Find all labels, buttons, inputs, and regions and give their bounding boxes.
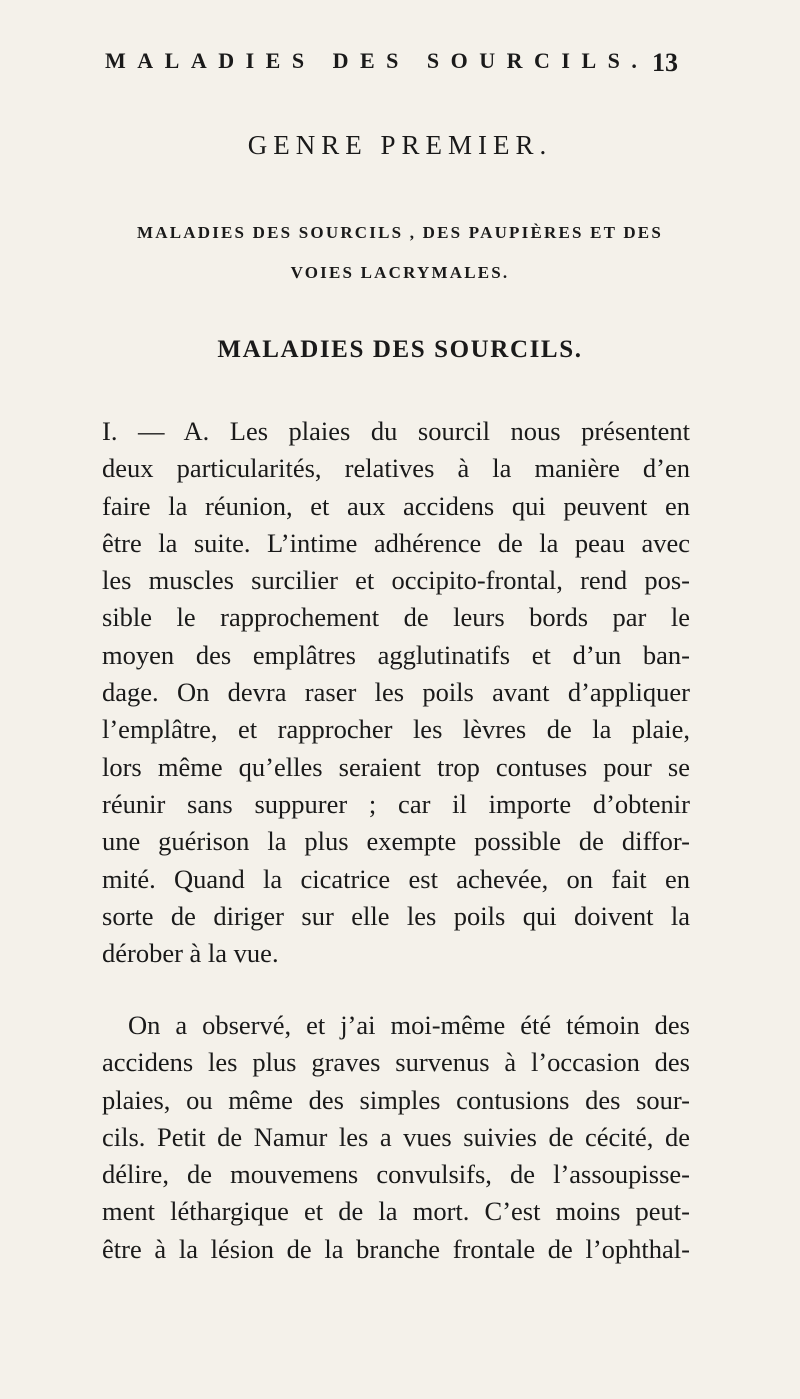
text-line: dérober à la vue. (102, 938, 279, 969)
page-number: 13 (652, 48, 678, 77)
text-line: deux particularités, relatives à la manière d’en (102, 453, 690, 484)
subheading-line-2: VOIES LACRYMALES. (290, 263, 510, 282)
paragraph-2 (102, 1007, 690, 1268)
running-head (0, 48, 800, 88)
text-line: On a observé, et j’ai moi-même été témoin des (128, 1010, 690, 1040)
text-line: les muscles surcilier et occipito-frontal, rend pos- (102, 565, 690, 596)
text-line: dage. On devra raser les poils avant d’appliquer (102, 677, 690, 708)
text-line: sorte de diriger sur elle les poils qui doivent la (102, 900, 690, 931)
text-line: accidens les plus graves survenus à l’occasion des (102, 1047, 690, 1078)
text-line: I. — A. Les plaies du sourcil nous présentent (102, 416, 690, 446)
text-line: être la suite. L’intime adhérence de la peau avec (102, 527, 690, 558)
section-title: MALADIES DES SOURCILS. (217, 336, 583, 363)
text-line: plaies, ou même des simples contusions des sour- (102, 1084, 690, 1115)
subheading-line-1: MALADIES DES SOURCILS , DES PAUPIÈRES ET DES (136, 223, 663, 242)
text-line: lors même qu’elles seraient trop contuses pour se (102, 751, 690, 782)
text-line: délire, de mouvemens convulsifs, de l’assoupisse- (102, 1159, 690, 1190)
text-line: être à la lésion de la branche frontale de l’ophthal- (102, 1233, 690, 1264)
text-line: moyen des emplâtres agglutinatifs et d’un ban- (102, 639, 690, 670)
text-line: cils. Petit de Namur les a vues suivies de cécité, de (102, 1121, 690, 1152)
paragraph-1 (102, 413, 690, 972)
text-line: réunir sans suppurer ; car il importe d’obtenir (102, 788, 690, 819)
text-line: l’emplâtre, et rapprocher les lèvres de la plaie, (102, 714, 690, 745)
text-line: une guérison la plus exempte possible de diffor- (102, 826, 690, 857)
text-line: mité. Quand la cicatrice est achevée, on fait en (102, 863, 690, 894)
genre-title: GENRE PREMIER. (247, 130, 553, 160)
text-line: ment léthargique et de la mort. C’est moins peut- (102, 1196, 690, 1227)
text-line: sible le rapprochement de leurs bords par le (102, 602, 690, 633)
running-head-title: MALADIES DES SOURCILS. (105, 48, 649, 73)
text-line: faire la réunion, et aux accidens qui peuvent en (102, 490, 690, 521)
